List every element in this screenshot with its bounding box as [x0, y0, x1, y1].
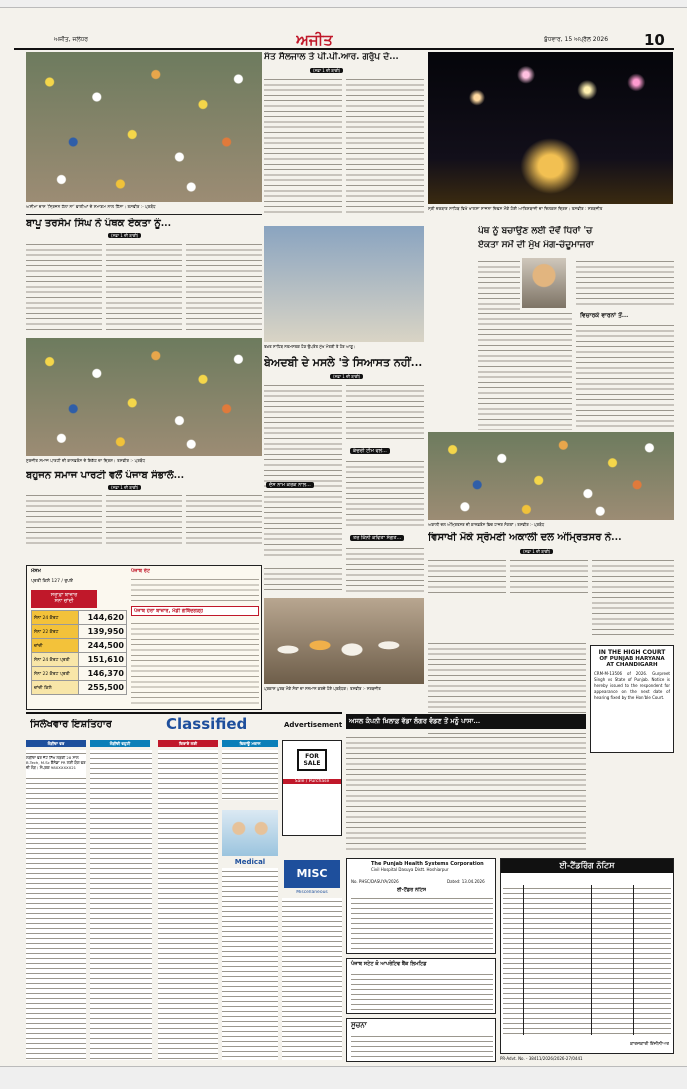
- conference-caption: ਅਕਾਲੀ ਦਲ ਅੰਮ੍ਰਿਤਸਰ ਦੀ ਕਾਨਫ਼ਰੰਸ ਵਿਚ ਹਾਜ਼ਰ ਸੰਗਤਾਂ। ਤਸਵੀਰ :- ਪ੍ਰਬੰਧ: [428, 522, 545, 527]
- classified-ad-sample: ਲੋੜੀਂਦਾ ਵਰ ਜੱਟ ਸਿੱਖ ਲੜਕੀ 28 ਸਾਲ B.Tech, M.Sc ਕੈਨੇਡਾ PR ਲਈ ਯੋਗ ਵਰ ਦੀ ਲੋੜ। ਸੰਪਰਕ 98XXXXXX21: [26, 756, 86, 776]
- vaisakhi-body: [510, 557, 588, 595]
- sidebar-a-body: [346, 458, 424, 528]
- divider: [26, 214, 262, 215]
- mandi-header: [131, 606, 259, 616]
- panth-body: [478, 310, 572, 430]
- panth-headline: ਪੰਥ ਨੂੰ ਬਚਾਉਣ ਲਈ ਦੋਵੇਂ ਧਿਰਾਂ 'ਚ: [478, 226, 593, 236]
- bullion-row: [32, 667, 127, 681]
- classified-col-head: ਵਿਕਾਊ ਮਕਾਨ: [222, 740, 278, 747]
- misc-badge: [284, 860, 340, 888]
- registration-strip: [0, 0, 687, 8]
- bank-text: [351, 971, 493, 1011]
- bullion-row: [32, 625, 127, 639]
- bullion-label: ਚਾਂਦੀ: [32, 639, 79, 653]
- bsp-body: [26, 492, 102, 548]
- bank-box: [346, 958, 496, 1014]
- page-number: 10: [644, 31, 665, 49]
- misc-text: MISC: [296, 867, 328, 880]
- sidebar-b: ਦੱਸ ਨਾਮ ਕਰਕ ਨਾਲ...: [266, 482, 314, 488]
- vaisakhi-headline: ਵਿਸਾਖੀ ਮੌਕੇ ਸ੍ਰੋਮਣੀ ਅਕਾਲੀ ਦਲ ਅੰਮ੍ਰਿਤਸਰ ਨੇ...: [428, 532, 622, 543]
- ceremony-photo: [264, 598, 424, 684]
- suchna-text: [351, 1033, 493, 1059]
- ceremony-caption: ਪ੍ਰਕਾਸ਼ ਪੁਰਬ ਮੌਕੇ ਸੰਤਾਂ ਦਾ ਸਨਮਾਨ ਕਰਦੇ ਹੋਏ ਪ੍ਰਬੰਧਕ। ਤਸਵੀਰ :- ਸਰਬਜੀਤ: [264, 686, 381, 691]
- panth-body: [576, 258, 674, 308]
- bullion-row: [32, 611, 127, 625]
- panth-headline-2: ਏਕਤਾ ਸਮੇਂ ਦੀ ਮੁੱਖ ਮੰਗ-ਚੰਦੂਮਾਜਰਾ: [478, 240, 594, 250]
- classified-ads: [282, 898, 342, 1060]
- tender-date: Dated: 13.04.2026: [447, 879, 485, 884]
- tender-text: [351, 895, 493, 949]
- sidebar-a: ਕੰਚਰੀ ਟੀਮ ਵਲੋਂ...: [350, 448, 390, 454]
- suchna-box: [346, 1018, 496, 1062]
- notice-center-body: [346, 734, 586, 852]
- conference-photo: [428, 432, 674, 520]
- classified-ads: [222, 750, 278, 800]
- beadbi-body: [346, 382, 424, 442]
- classified-advert: Advertisement: [284, 721, 342, 729]
- cm-photo-caption: ਤਖ਼ਤ ਸਾਹਿਬ ਨਤਮਸਤਕ ਹੋਣ ਉਪਰੰਤ ਮੁੱਖ ਮੰਤਰੀ ਤੇ ਹੋਰ ਆਗੂ।: [264, 344, 356, 349]
- misc-label: Miscellaneous: [296, 890, 328, 895]
- bullion-row: [32, 653, 127, 667]
- classified-english: Classified: [166, 715, 248, 733]
- tender-no: No. PHSC/DASUYA/2026: [351, 879, 399, 884]
- sale-sub: Sale / Purchase: [283, 779, 341, 784]
- fireworks-caption: ਸ੍ਰੀ ਦਰਬਾਰ ਸਾਹਿਬ ਵਿਖੇ ਖਾਲਸਾ ਸਾਜਨਾ ਦਿਵਸ ਮੌਕੇ ਹੋਈ ਆਤਿਸ਼ਬਾਜ਼ੀ ਦਾ ਦਿਲਕਸ਼ ਦ੍ਰਿਸ਼। ਤਸਵੀਰ : ਸਰਬਜੀਤ: [428, 206, 603, 211]
- tender-org: The Punjab Health Systems Corporation: [371, 861, 484, 867]
- crowd-caption: ਸੁਰਜੀਤ ਸਮਾਜ ਪਾਰਟੀ ਦੀ ਕਾਨਫ਼ਰੰਸ ਦੇ ਇਕੱਠ ਦਾ ਦ੍ਰਿਸ਼। ਤਸਵੀਰ :- ਪ੍ਰਬੰਧ: [26, 458, 146, 463]
- bullion-label: ਸੋਨਾ 22 ਕੈਰਟ: [32, 625, 79, 639]
- sidebar-c: ਤਰ ਕਿੰਨੀ ਕਵਿਤਾ ਸੰਗਤ...: [350, 535, 404, 541]
- bullion-label: ਸੋਨਾ 22 ਕੈਰਟ ਪ੍ਰਤੀ: [32, 667, 79, 681]
- bullion-value: 139,950: [79, 625, 127, 639]
- tender-sub: Civil Hospital Dasuya Distt. Hoshiarpur: [371, 867, 449, 872]
- logo: ਅਜੀਤ: [296, 31, 333, 49]
- continued-tag: (ਸਫ਼ਾ 1 ਦੀ ਬਾਕੀ): [520, 549, 553, 554]
- classified-ads: [222, 868, 278, 1060]
- classified-col-head: ਲੋੜੀਂਦੀ ਵਹੁਟੀ: [90, 740, 150, 747]
- e-tender-box: [500, 858, 674, 1054]
- continued-tag: (ਸਫ਼ਾ 1 ਦੀ ਬਾਕੀ): [330, 374, 363, 379]
- bullion-label: ਸੋਨਾ 24 ਕੈਰਟ: [32, 611, 79, 625]
- bsp-body: [106, 492, 182, 548]
- beadbi-body: [264, 382, 342, 560]
- fireworks-photo: [428, 52, 673, 204]
- classified-col-head: ਕਿਰਾਏ ਲਈ: [158, 740, 218, 747]
- market-title: ਪੰਜਾਬ ਰੇਟ: [131, 568, 151, 574]
- bapu-body: [186, 241, 262, 331]
- bapu-body: [106, 241, 182, 331]
- continued-tag: (ਸਫ਼ਾ 1 ਦੀ ਬਾਕੀ): [108, 485, 141, 490]
- chandumajra-photo: [522, 258, 566, 308]
- bapu-body: [26, 241, 102, 331]
- suchna-title: ਸੂਚਨਾ: [351, 1021, 367, 1029]
- court-text: CRM-M-13506 of 2026. Gurpreet Singh vs State of Punjab. Notice is hereby issued to the respondent for appearance on the next date of hearing fixed by the Hon'ble Court.: [594, 671, 670, 700]
- medical-photo: [222, 810, 278, 856]
- story-body: [264, 76, 342, 216]
- bank-title: ਪੰਜਾਬ ਸਟੇਟ ਕੋ ਆਪਰੇਟਿਵ ਬੈਂਕ ਲਿਮਟਿਡ: [351, 961, 427, 967]
- bapu-headline: ਬਾਪੂ ਤਰਸੇਮ ਸਿੰਘ ਨੇ ਪੰਥਕ ਏਕਤਾ ਨੂੰ...: [26, 218, 172, 229]
- tender-notice-title: ਈ-ਟੈਂਡਰ ਨੋਟਿਸ: [397, 887, 427, 893]
- bullion-label: ਚਾਂਦੀ ਕਿਲੋ: [32, 681, 79, 695]
- vaisakhi-body: [428, 557, 506, 595]
- bullion-value: 255,500: [79, 681, 127, 695]
- panth-body: [576, 322, 674, 430]
- bullion-sub: ਸੋਨਾ ਚਾਂਦੀ: [54, 598, 74, 604]
- crowd-photo: [26, 338, 262, 456]
- market-rates: [131, 576, 259, 602]
- court-line-2: OF PUNJAB HARYANA: [599, 656, 665, 662]
- classified-ads: [158, 750, 218, 1060]
- continued-tag: (ਸਫ਼ਾ 1 ਦੀ ਬਾਕੀ): [108, 233, 141, 238]
- court-line-3: AT CHANDIGARH: [606, 662, 658, 668]
- e-tender-footer: ਕਾਰਜਕਾਰੀ ਇੰਜੀਨੀਅਰ: [629, 1042, 669, 1047]
- masthead: [14, 30, 674, 50]
- cm-photo: [264, 226, 424, 342]
- medical-label: Medical: [234, 858, 266, 866]
- classified-ads: [26, 750, 86, 1060]
- mandi-title: ਪੰਜਾਬ ਹੋਰਾ ਬਾਜ਼ਾਰ, ਮੰਡੀ ਗੋਬਿੰਦਗੜ੍ਹ: [134, 608, 204, 614]
- masthead-slug: ਅਜੀਤ, ਜਲੰਧਰ: [54, 36, 89, 43]
- classified-ads: [90, 750, 152, 1060]
- sidebar-c-body: [346, 545, 424, 593]
- mandi-rates: [131, 620, 259, 706]
- rate-label: ਪ੍ਰਤੀ ਕਿਲੋ 127 / ਰੁਪਏ: [31, 579, 73, 584]
- bullion-title: ਸਰਾਫ਼ਾ ਬਾਜ਼ਾਰ: [50, 592, 78, 598]
- classified-punjabi: ਸਿਲੇਖਵਾਰ ਇਸ਼ਤਿਹਾਰ: [30, 719, 112, 730]
- beadbi-body: [264, 565, 342, 593]
- vaisakhi-body: [592, 557, 674, 637]
- classified-header: [26, 712, 342, 734]
- for-sale-box: [282, 740, 342, 836]
- beadbi-headline: ਬੇਅਦਬੀ ਦੇ ਮਸਲੇ 'ਤੇ ਸਿਆਸਤ ਨਹੀਂ...: [264, 356, 423, 369]
- bullion-header: [31, 590, 97, 608]
- classified-col-head: ਲੋੜੀਂਦਾ ਵਰ: [26, 740, 86, 747]
- rally-photo-caption: ਅਸੀਮਾ ਦਾਸ 'ਸ੍ਰਿਜਨ ਹੱਲਾ ਨਾ' ਵਾਲੀਆਂ ਦੇ ਸਮਾਗਮ ਨਾਲ ਹਿੱਸਾ। ਤਸਵੀਰ :- ਪ੍ਰਬੰਧ: [26, 204, 156, 209]
- footer-advt-no: PR-Advt. No. - 38411/2026/2026-27/0441: [500, 1056, 583, 1061]
- bsp-body: [186, 492, 262, 548]
- story-headline: ਸੰਤ ਸੈਲਜਾਲ ਤੇ ਪੀ.ਪੀ.ਆਰ. ਗਰੁੱਪ ਦੇ...: [264, 52, 399, 62]
- bullion-value: 144,620: [79, 611, 127, 625]
- bullion-value: 244,500: [79, 639, 127, 653]
- markets-box: [26, 565, 262, 710]
- bsp-headline: ਬਹੁਜਨ ਸਮਾਜ ਪਾਰਟੀ ਵਲੋਂ ਪੰਜਾਬ ਸੰਭਾਲੋ...: [26, 470, 185, 481]
- court-notice: [590, 645, 674, 753]
- story-body: [346, 76, 424, 216]
- bullion-label: ਸੋਨਾ 24 ਕੈਰਟ ਪ੍ਰਤੀ: [32, 653, 79, 667]
- panth-subhead: ਵਿਚਾਰਕੇ ਵਾਰਨਾਂ ਤੋਂ...: [580, 312, 629, 319]
- tender-box: [346, 858, 496, 954]
- court-line-1: IN THE HIGH COURT: [598, 649, 666, 656]
- weather-title: ਮੌਸਮ: [31, 568, 41, 574]
- bullion-value: 146,370: [79, 667, 127, 681]
- registration-strip-bottom: [0, 1066, 687, 1089]
- bullion-row: [32, 639, 127, 653]
- bullion-table: [31, 610, 127, 695]
- continued-tag: (ਸਫ਼ਾ 1 ਦੀ ਬਾਕੀ): [310, 68, 343, 73]
- rally-photo: [26, 52, 262, 202]
- issue-date: ਬੁੱਧਵਾਰ, 15 ਅਪ੍ਰੈਲ 2026: [544, 36, 609, 43]
- bullion-row: [32, 681, 127, 695]
- for-sale-label: FOR SALE: [297, 749, 327, 771]
- bullion-value: 151,610: [79, 653, 127, 667]
- notice-headline: ਅਸਲ ਕੰਪਨੀ ਖ਼ਿਲਾਫ਼ ਵੱਡਾ ਲੰਗਰ ਵੰਡਣ ਤੋਂ ਮਨੂੰ ਪਾਸਾ...: [346, 714, 586, 729]
- e-tender-table: [503, 885, 671, 1035]
- e-tender-title: ਈ-ਟੈਂਡਰਿੰਗ ਨੋਟਿਸ: [501, 859, 673, 873]
